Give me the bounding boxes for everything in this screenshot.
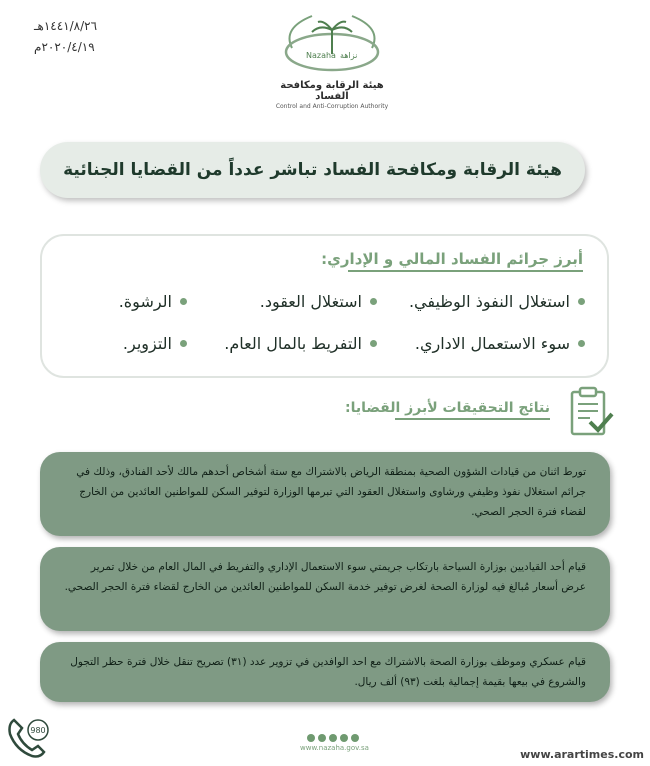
logo-arabic-text: نزاهة xyxy=(340,51,358,60)
bullet-icon xyxy=(578,298,585,305)
crime-item: الرشوة. xyxy=(119,292,187,311)
case-text: تورط اثنان من قيادات الشؤون الصحية بمنطقة الرياض بالاشتراك مع ستة أشخاص أحدهم مالك لأحد الفنادق، وذلك في جرائم استغلال نفوذ وظيفي ورشاوى واستغلال العقود التي تبرمها الوزارة لتوفير السكن للمواطنين العائدين من الخارج لقضاء فترة الحجر الصحي. xyxy=(76,466,586,518)
date-block xyxy=(34,16,154,58)
bullet-icon xyxy=(370,340,377,347)
page-title: هيئة الرقابة ومكافحة الفساد تباشر عدداً من القضايا الجنائية xyxy=(40,142,585,198)
crimes-panel xyxy=(40,234,609,378)
social-icon[interactable] xyxy=(307,734,315,742)
palm-logo-icon xyxy=(272,8,392,78)
nazaha-logo xyxy=(262,8,402,120)
logo-latin-text: Nazaha xyxy=(306,51,336,60)
authority-name-ar: هيئة الرقابة ومكافحة الفساد xyxy=(280,80,384,102)
crime-item: التفريط بالمال العام. xyxy=(224,334,377,353)
hijri-date: ١٤٤١/٨/٢٦هـ xyxy=(34,19,98,33)
case-card xyxy=(40,642,610,702)
crimes-heading: أبرز جرائم الفساد المالي و الإداري: xyxy=(321,250,583,268)
phone-icon xyxy=(6,716,50,760)
case-card xyxy=(40,547,610,631)
social-icon[interactable] xyxy=(318,734,326,742)
bullet-icon xyxy=(180,298,187,305)
crime-item: التزوير. xyxy=(123,334,187,353)
authority-name-en: Control and Anti-Corruption Authority xyxy=(275,103,389,110)
social-icon[interactable] xyxy=(329,734,337,742)
crime-item: استغلال العقود. xyxy=(260,292,377,311)
social-icons xyxy=(307,734,359,742)
bullet-icon xyxy=(578,340,585,347)
watermark-text: www.arartimes.com xyxy=(520,748,644,761)
gregorian-date: ٢٠٢٠/٤/١٩م xyxy=(34,40,95,54)
clipboard-check-icon xyxy=(568,386,614,438)
social-icon[interactable] xyxy=(340,734,348,742)
results-heading: نتائج التحقيقات لأبرز القضايا: xyxy=(345,400,550,416)
social-icon[interactable] xyxy=(351,734,359,742)
bullet-icon xyxy=(370,298,377,305)
case-text: قيام أحد القياديين بوزارة السياحة بارتكاب جريمتي سوء الاستعمال الإداري والتفريط في المال العام من خلال تمرير عرض أسعار مُبالغ فيه لوزارة الصحة لغرض توفير خدمة السكن للمواطنين العائدين من الخارج لقضاء فترة الحجر الصحي. xyxy=(64,561,586,593)
case-card xyxy=(40,452,610,536)
crime-item: استغلال النفوذ الوظيفي. xyxy=(409,292,585,311)
crime-item: سوء الاستعمال الاداري. xyxy=(415,334,585,353)
website-link[interactable]: www.nazaha.gov.sa xyxy=(300,744,369,752)
footer xyxy=(0,712,650,766)
bullet-icon xyxy=(180,340,187,347)
hotline-number: 980 xyxy=(30,726,46,735)
case-text: قيام عسكري وموظف بوزارة الصحة بالاشتراك مع احد الوافدين في تزوير عدد (٣١) تصريح تنقل خلال فترة حظر التجول والشروع في بيعها بقيمة إجمالية بلغت (٩٣) ألف ريال. xyxy=(70,656,586,688)
